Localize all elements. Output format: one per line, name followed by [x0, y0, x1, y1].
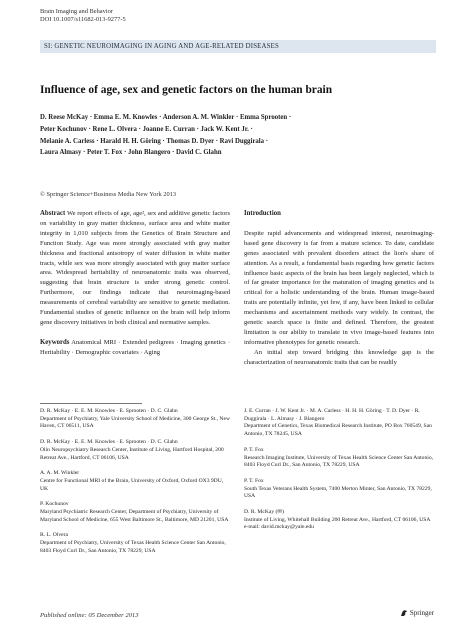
- affiliation: J. E. Curran · J. W. Kent Jr. · M. A. Carless · H. H. H. Göring · T. D. Dyer · R. Duggirala · L. Almasy · J. Blangero Department of Genetics, Texas Biomedical Research Institute, PO Box 760549, San Antonio, TX 78245, USA: [244, 408, 432, 438]
- journal-doi: DOI 10.1007/s11682-013-9277-5: [40, 16, 126, 23]
- abstract-text: We report effects of age, age², sex and additive genetic factors on variability in gray matter thickness, surface area and white matter integrity in 1,010 subjects from the Genetics of Brain Structure and Function Study. Age was more strongly associated with gray matter thickness and fractional anisotropy of water diffusion in white matter tracts, while sex was more strongly associated with gray matter surface area. Widespread heritability of neuroanatomic traits was observed, suggesting that brain structure is under strong genetic control. Furthermore, our findings indicate that neuroimaging-based measurements of cerebral variability are sensitive to genetic mediation. Fundamental studies of genetic influence on the brain will help inform gene discovery initiatives in both clinical and normative samples.: [40, 210, 230, 326]
- publication-date: Published online: 05 December 2013: [40, 612, 139, 619]
- affiliation: P. Kochunov Maryland Psychiatric Research Center, Department of Psychiatry, University of Maryland School of Medicine, 655 West Baltimore St., Baltimore, MD 21201, USA: [40, 501, 229, 523]
- introduction-paragraph-2: An initial step toward bridging this knowledge gap is the characterization of neuroanatomic traits that can be readily: [244, 348, 434, 366]
- special-issue-banner: SI: GENETIC NEUROIMAGING IN AGING AND AGE-RELATED DISEASES: [40, 40, 436, 53]
- affiliation: P. T. Fox Research Imaging Institute, University of Texas Health Science Center San Antonio, 8403 Floyd Curl Dr., San Antonio, TX 78229, USA: [244, 446, 434, 469]
- keywords-text: Anatomical MRI · Extended pedigrees · Imaging genetics · Heritability · Demographic covariates · Aging: [40, 338, 230, 356]
- abstract-label: Abstract: [40, 210, 66, 217]
- affiliation: P. T. Fox South Texas Veterans Health System, 7400 Merton Minter, San Antonio, TX 78229, USA: [244, 477, 432, 500]
- affiliation: D. R. McKay · E. E. M. Knowles · E. Sprooten · D. C. Glahn Olin Neuropsychiatry Research Center, Institute of Living, Hartford Hospital, 200 Retreat Ave., Hartford, CT 06106, USA: [40, 439, 224, 461]
- author-line: D. Reese McKay · Emma E. M. Knowles · Anderson A. M. Winkler · Emma Sprooten ·: [40, 114, 292, 121]
- affiliation: D. R. McKay · E. E. M. Knowles · E. Sprooten · D. C. Glahn Department of Psychiatry, Yale University School of Medicine, 300 George St., New Haven, CT 06511, USA: [40, 408, 230, 430]
- author-line: Laura Almasy · Peter T. Fox · John Blangero · David C. Glahn: [40, 149, 222, 157]
- journal-name: Brain Imaging and Behavior: [40, 8, 113, 15]
- copyright-line: © Springer Science+Business Media New York 2013: [40, 191, 177, 198]
- author-line: Peter Kochunov · Rene L. Olvera · Joanne E. Curran · Jack W. Kent Jr. ·: [40, 125, 253, 133]
- affiliations-right: [244, 408, 436, 532]
- article-title: Influence of age, sex and genetic factors on the human brain: [40, 84, 333, 96]
- introduction-section: [244, 209, 434, 368]
- affiliation: R. L. Olvera Department of Psychiatry, University of Texas Health Science Center San Antonio, 8403 Floyd Curl Dr., San Antonio, TX 78229, USA: [40, 532, 226, 554]
- affiliation: A. A. M. Winkler Centre for Functional MRI of the Brain, University of Oxford, Oxford OX3 9DU, UK: [40, 470, 224, 492]
- publisher-logo: [400, 609, 434, 617]
- affiliations-left: [40, 408, 232, 556]
- author-list: [40, 112, 450, 159]
- introduction-heading: Introduction: [244, 210, 281, 217]
- introduction-paragraph-1: Despite rapid advancements and widespread interest, neuroimaging-based gene discovery is far from a mature science. To date, candidate genes associated with prevalent disorders attract the lion's share of attention. As a result, a fundamental basis regarding how genetic factors influence basic aspects of the brain has been largely neglected, which is of far greater importance for the maturation of imaging genetics and is critical for a holistic understanding of the brain. Human image-based traits are potentially infinite, yet few, if any, have been linked to cellular mechanisms and ascertainment methods vary widely. In contrast, the genetic search space is finite and defined. Therefore, the greatest limitation is our ability to translate in vivo image-based features into informative phenotypes for genetic research.: [244, 229, 434, 346]
- journal-header: [40, 8, 126, 24]
- abstract-section: [40, 209, 230, 358]
- affiliation: D. R. McKay (✉) Institute of Living, Whitehall Building 200 Retreat Ave., Hartford, CT 06106, USA e-mail: david.mckay@yale.edu: [244, 509, 431, 531]
- footnote-divider: [40, 403, 142, 404]
- author-line: Melanie A. Carless · Harald H. H. Göring · Thomas D. Dyer · Ravi Duggirala ·: [40, 137, 269, 145]
- publisher-name: Springer: [409, 609, 434, 617]
- keywords-label: Keywords: [40, 338, 70, 346]
- springer-horse-icon: [400, 609, 408, 617]
